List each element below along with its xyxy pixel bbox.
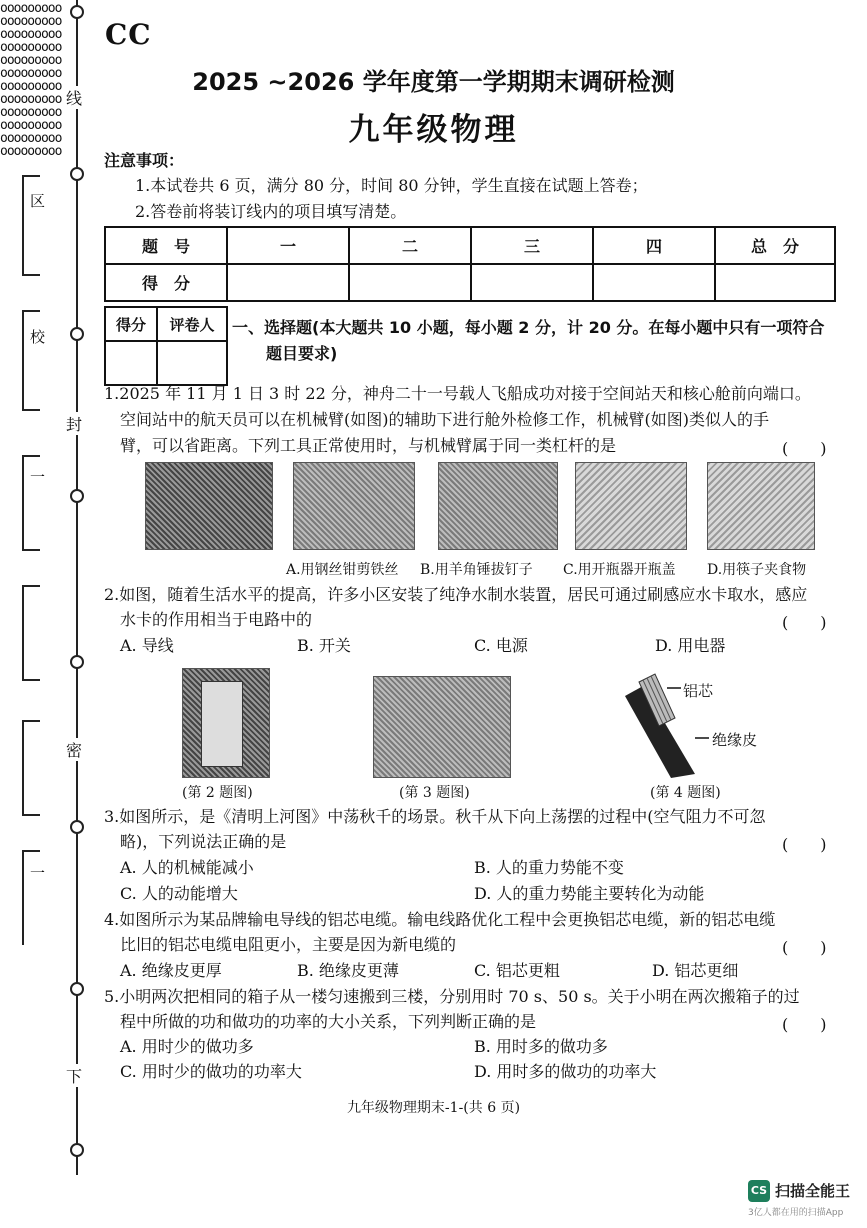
field-line [22,850,24,945]
option-c[interactable]: C. 铝芯更粗 [474,961,560,980]
field-tick [22,679,40,681]
page-footer: 九年级物理期末-1-(共 6 页) [346,1100,521,1116]
field-line [22,720,24,815]
score-header-cell: 三 [471,227,593,264]
grader-table [104,306,228,386]
field-label: 一 [30,864,46,882]
option-a[interactable]: A.用钢丝钳剪铁丝 [286,562,399,578]
score-table [104,226,836,302]
option-d[interactable]: D. 用时多的做功的功率大 [474,1062,657,1081]
field-tick [22,549,40,551]
binding-dot [70,327,84,341]
grader-score-cell[interactable] [105,341,157,385]
answer-bracket[interactable]: ( ) [782,439,827,458]
option-a[interactable]: A. 用时少的做功多 [120,1037,254,1056]
field-line [22,585,24,680]
notes-heading: 注意事项： [104,151,185,170]
field-line [22,175,24,275]
field-line [22,455,24,550]
option-d[interactable]: D. 铝芯更细 [652,961,739,980]
question-text: 空间站中的航天员可以在机械臂(如图)的辅助下进行舱外检修工作，机械臂(如图)类似人的手 [120,410,769,429]
score-header-cell: 题 号 [105,227,227,264]
field-tick [22,814,40,816]
question-text: 比旧的铝芯电缆电阻更小，主要是因为新电缆的 [120,935,457,954]
option-c[interactable]: C. 电源 [474,636,528,655]
grader-name-cell[interactable] [157,341,227,385]
binding-dot [70,655,84,669]
camscanner-name: 扫描全能王 [775,1182,851,1200]
option-a[interactable]: A. 导线 [120,636,174,655]
bottle-opener-photo [575,462,687,550]
binding-dot [70,167,84,181]
option-b[interactable]: B. 绝缘皮更薄 [297,961,399,980]
field-label: 区 [30,192,46,210]
question-text: 略)，下列说法正确的是 [120,832,287,851]
answer-bracket[interactable]: ( ) [782,613,827,632]
binding-dot [70,489,84,503]
score-cell[interactable] [593,264,715,301]
option-c[interactable]: C. 人的动能增大 [120,884,238,903]
binding-holes: ooooooooo ooooooooo ooooooooo ooooooooo ooooooooo ooooooooo ooooooooo ooooooooo ooooooooo ooooooooo ooooooooo ooooooooo [0,1,62,159]
score-header-cell: 一 [227,227,349,264]
pliers-photo [293,462,415,550]
question-text: 臂，可以省距离。下列工具正常使用时，与机械臂属于同一类杠杆的是 [120,436,617,455]
option-b[interactable]: B. 人的重力势能不变 [474,858,624,877]
option-d[interactable]: D.用筷子夹食物 [707,562,807,578]
binding-dot [70,820,84,834]
binding-dot [70,5,84,19]
option-b[interactable]: B.用羊角锤拔钉子 [420,562,533,578]
paper-code: CC [105,18,152,51]
option-d[interactable]: D. 人的重力势能主要转化为动能 [474,884,705,903]
binding-dot [70,982,84,996]
binding-dot [70,1143,84,1157]
label-aluminum-core: 铝芯 [683,682,714,700]
score-header-cell: 总 分 [715,227,835,264]
question-text: 5.小明两次把相同的箱子从一楼匀速搬到三楼，分别用时 70 s、50 s。关于小明在两次搬箱子的过 [104,987,800,1006]
field-tick [22,310,40,312]
figure-caption: (第 2 题图) [182,785,253,801]
option-a[interactable]: A. 绝缘皮更厚 [120,961,222,980]
score-header-cell: 二 [349,227,471,264]
score-cell[interactable] [227,264,349,301]
answer-bracket[interactable]: ( ) [782,835,827,854]
grader-name-label: 评卷人 [157,307,227,341]
question-text: 3.如图所示，是《清明上河图》中荡秋千的场景。秋千从下向上荡摆的过程中(空气阻力不可忽 [104,807,766,826]
field-label: 一 [30,468,46,486]
question-text: 水卡的作用相当于电路中的 [120,610,313,629]
robotic-arm-photo [145,462,273,550]
option-d[interactable]: D. 用电器 [655,636,726,655]
field-tick [22,175,40,177]
option-b[interactable]: B. 用时多的做功多 [474,1037,608,1056]
hammer-photo [438,462,558,550]
grader-score-label: 得分 [105,307,157,341]
option-c[interactable]: C. 用时少的做功的功率大 [120,1062,302,1081]
figure-caption: (第 3 题图) [399,785,470,801]
score-cell[interactable] [471,264,593,301]
field-tick [22,585,40,587]
binding-char: 线 [66,86,82,109]
camscanner-logo-icon: CS [748,1180,770,1202]
score-header-cell: 四 [593,227,715,264]
answer-bracket[interactable]: ( ) [782,1015,827,1034]
question-text: 4.如图所示为某品牌输电导线的铝芯电缆。输电线路优化工程中会更换铝芯电缆，新的铝芯电缆 [104,910,776,929]
option-b[interactable]: B. 开关 [297,636,351,655]
section-heading-cont: 题目要求) [266,344,338,363]
qingming-painting-photo [373,676,511,778]
binding-char: 下 [66,1064,82,1087]
note-item: 2.答卷前将装订线内的项目填写清楚。 [135,202,407,221]
figure-caption: (第 4 题图) [650,785,721,801]
field-tick [22,274,40,276]
binding-char: 密 [66,738,82,761]
field-line [22,310,24,410]
field-tick [22,409,40,411]
subject-title: 九年级物理 [348,112,519,148]
question-text: 程中所做的功和做功的功率的大小关系，下列判断正确的是 [120,1012,537,1031]
question-text: 2.如图，随着生活水平的提高，许多小区安装了纯净水制水装置，居民可通过刷感应水卡取水，感应 [104,585,808,604]
question-text: 1.2025 年 11 月 1 日 3 时 22 分，神舟二十一号载人飞船成功对接于空间站天和核心舱前向端口。 [104,384,811,403]
score-cell[interactable] [349,264,471,301]
note-item: 1.本试卷共 6 页，满分 80 分，时间 80 分钟，学生直接在试题上答卷； [135,176,648,195]
camscanner-tagline: 3亿人都在用的扫描App [748,1208,844,1218]
answer-bracket[interactable]: ( ) [782,938,827,957]
binding-char: 封 [66,412,82,435]
chopsticks-photo [707,462,815,550]
score-cell[interactable] [715,264,835,301]
water-dispenser-photo [182,668,270,778]
field-label: 校 [30,328,46,346]
option-c[interactable]: C.用开瓶器开瓶盖 [563,562,676,578]
field-tick [22,455,40,457]
section-heading: 一、选择题(本大题共 10 小题，每小题 2 分，计 20 分。在每小题中只有一项符合 [232,318,825,337]
exam-title: 2025 ~2026 学年度第一学期期末调研检测 [192,68,675,96]
label-insulation: 绝缘皮 [712,731,758,749]
field-tick [22,720,40,722]
option-a[interactable]: A. 人的机械能减小 [120,858,254,877]
score-row-label: 得 分 [105,264,227,301]
field-tick [22,850,40,852]
